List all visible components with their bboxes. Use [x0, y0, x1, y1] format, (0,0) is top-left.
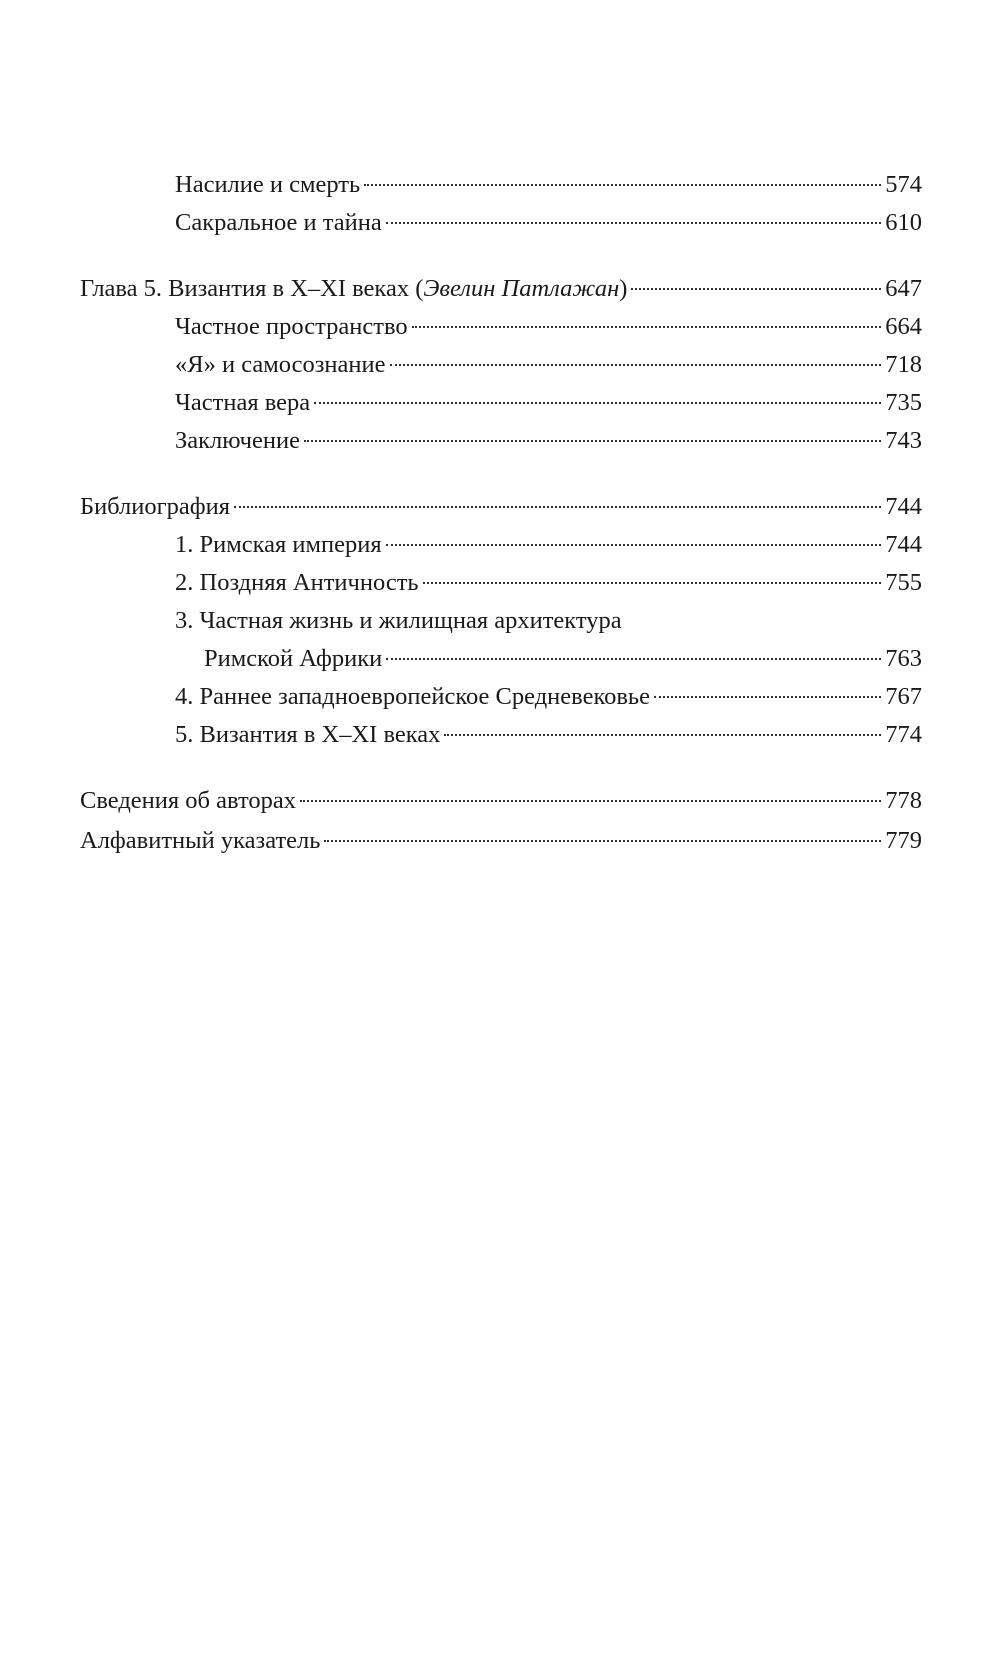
table-of-contents — [80, 166, 922, 860]
leader-dots — [300, 800, 881, 802]
toc-entry[interactable] — [80, 526, 922, 564]
toc-authors[interactable] — [80, 782, 922, 820]
leader-dots — [631, 288, 881, 290]
section-gap — [80, 242, 922, 270]
toc-entry-title: 4. Раннее западноевропейское Средневековье — [175, 683, 650, 710]
toc-entry-page: 779 — [885, 827, 922, 854]
toc-entry-line1[interactable]: 3. Частная жизнь и жилищная архитектура — [175, 607, 622, 634]
toc-entry-title: Сакральное и тайна — [175, 209, 382, 236]
toc-bibliography[interactable] — [80, 488, 922, 526]
toc-entry[interactable] — [80, 204, 922, 242]
toc-entry[interactable] — [80, 640, 922, 678]
toc-entry-title: Заключение — [175, 427, 300, 454]
toc-entry[interactable] — [80, 346, 922, 384]
toc-entry[interactable] — [80, 166, 922, 204]
chapter-prefix: Глава 5. Византия в X–XI веках ( — [80, 275, 424, 302]
toc-entry-page: 718 — [885, 351, 922, 378]
toc-entry-page: 610 — [885, 209, 922, 236]
chapter-author: Эвелин Патлажан — [423, 275, 620, 302]
toc-entry-title: Насилие и смерть — [175, 171, 361, 198]
toc-entry-page: 574 — [885, 171, 922, 198]
leader-dots — [234, 506, 881, 508]
leader-dots — [423, 582, 882, 584]
toc-entry[interactable] — [80, 678, 922, 716]
toc-entry-title: Частное пространство — [175, 313, 408, 340]
toc-entry-title: Римской Африки — [204, 645, 383, 672]
leader-dots — [654, 696, 881, 698]
leader-dots — [412, 326, 882, 328]
toc-entry-title: 5. Византия в X–XI веках — [175, 721, 441, 748]
toc-entry-title: 2. Поздняя Античность — [175, 569, 419, 596]
chapter-suffix: ) — [619, 275, 628, 302]
leader-dots — [444, 734, 881, 736]
leader-dots — [390, 364, 882, 366]
toc-entry-title: Сведения об авторах — [80, 787, 296, 814]
toc-entry-title: Библиография — [80, 493, 231, 520]
toc-entry-title: «Я» и самосознание — [175, 351, 386, 378]
section-gap — [80, 754, 922, 782]
toc-entry-page: 763 — [885, 645, 922, 672]
toc-entry-title: Алфавитный указатель — [80, 827, 321, 854]
toc-entry-page: 744 — [885, 531, 922, 558]
toc-entry-page: 664 — [885, 313, 922, 340]
leader-dots — [386, 222, 882, 224]
toc-entry-page: 778 — [885, 787, 922, 814]
toc-entry[interactable] — [80, 564, 922, 602]
leader-dots — [386, 544, 882, 546]
leader-dots — [386, 658, 881, 660]
toc-entry-page: 755 — [885, 569, 922, 596]
leader-dots — [364, 184, 881, 186]
toc-chapter-5[interactable] — [80, 270, 922, 308]
toc-entry-page: 743 — [885, 427, 922, 454]
toc-entry-title: Частная вера — [175, 389, 311, 416]
leader-dots — [324, 840, 881, 842]
leader-dots — [304, 440, 881, 442]
toc-entry[interactable] — [80, 716, 922, 754]
toc-chapter-title — [80, 270, 627, 308]
leader-dots — [314, 402, 881, 404]
toc-entry-page: 735 — [885, 389, 922, 416]
toc-entry-page: 744 — [885, 493, 922, 520]
toc-entry[interactable] — [80, 384, 922, 422]
toc-entry-page: 647 — [885, 275, 922, 302]
toc-entry-page: 767 — [885, 683, 922, 710]
toc-entry[interactable] — [80, 422, 922, 460]
toc-entry-page: 774 — [885, 721, 922, 748]
toc-index[interactable] — [80, 822, 922, 860]
toc-entry[interactable] — [80, 308, 922, 346]
toc-entry-title: 1. Римская империя — [175, 531, 382, 558]
section-gap — [80, 460, 922, 488]
